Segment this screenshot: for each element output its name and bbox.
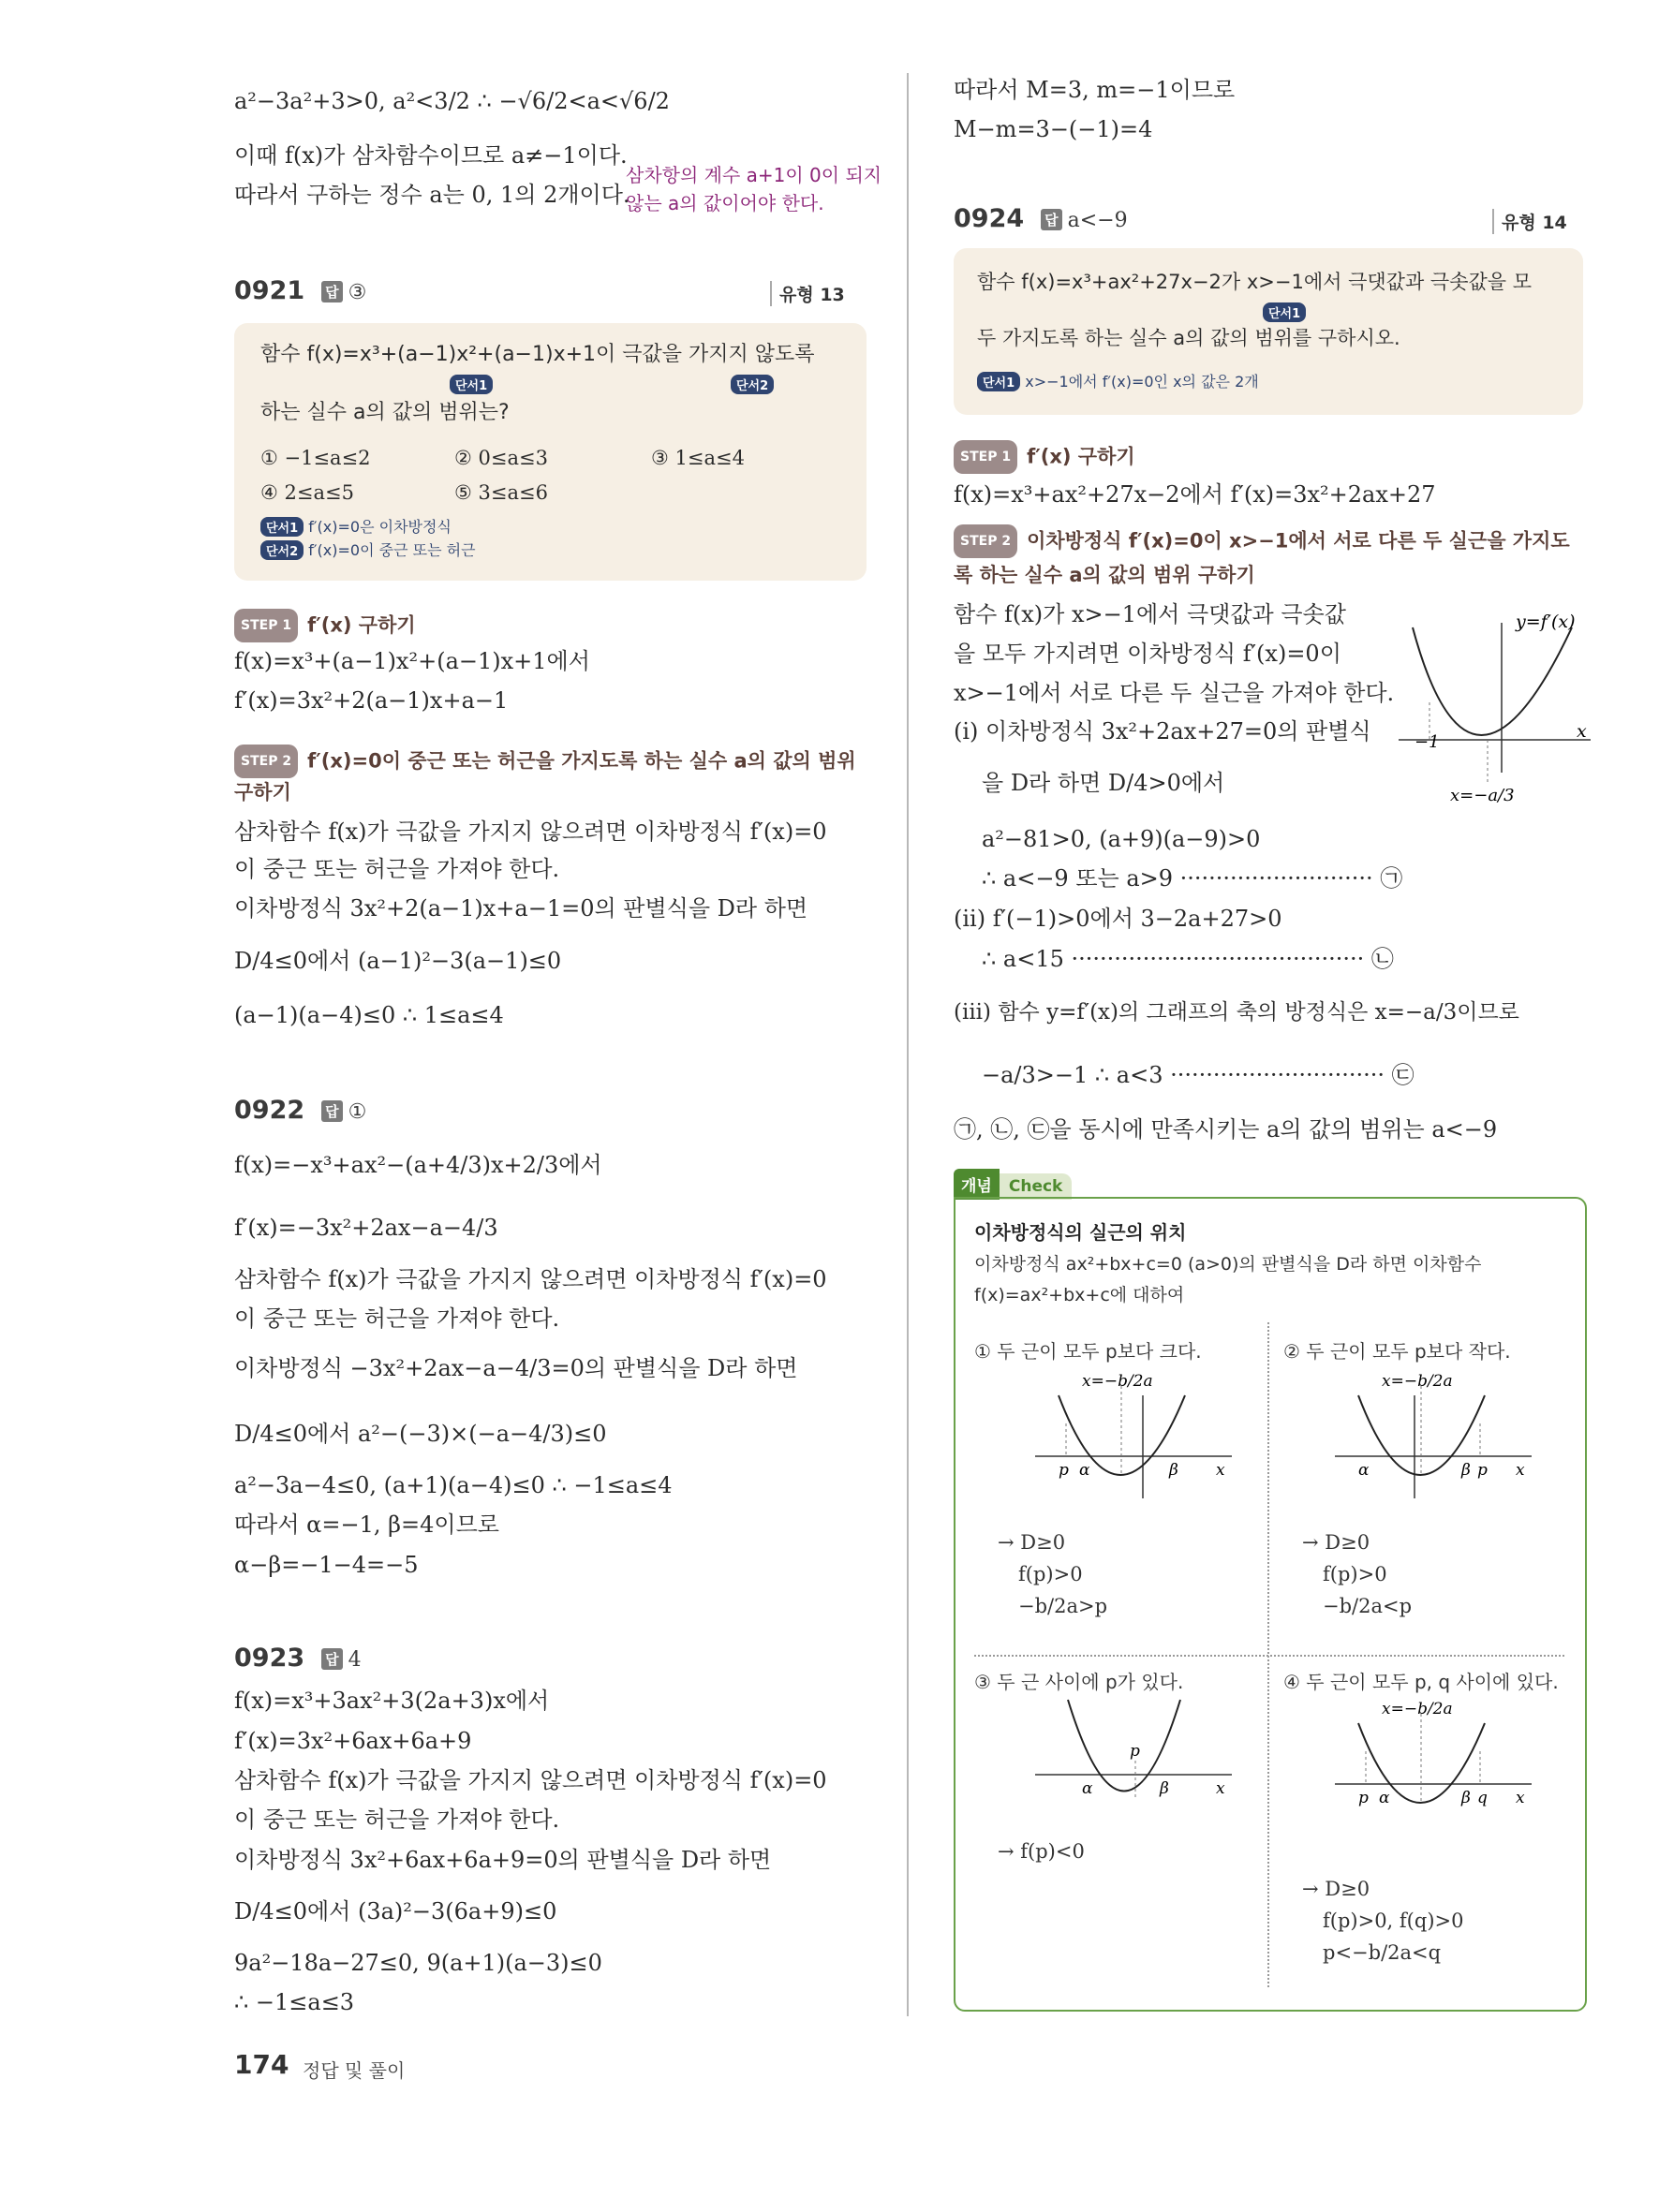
question-line: 함수 f(x)=x³+ax²+27x−2가 x>−1에서 극댓값과 극솟값을 모 xyxy=(977,271,1533,293)
step-title: 록 하는 실수 a의 값의 범위 구하기 xyxy=(954,564,1255,586)
question-box xyxy=(954,248,1583,415)
answer-value: a<−9 xyxy=(1067,209,1128,232)
text-line: 삼차함수 f(x)가 극값을 가지지 않으려면 이차방정식 f′(x)=0 xyxy=(234,1266,827,1292)
step-title: 구하기 xyxy=(234,781,291,804)
condition: → D≥0 xyxy=(998,1531,1066,1554)
text-line: f(x)=x³+(a−1)x²+(a−1)x+1에서 xyxy=(234,648,590,674)
tab-label: Check xyxy=(1000,1173,1073,1200)
problem-type: 유형 13 xyxy=(770,281,845,306)
check-intro: 이차방정식 ax²+bx+c=0 (a>0)의 판별식을 D라 하면 이차함수 xyxy=(974,1254,1482,1275)
choice: ① −1≤a≤2 xyxy=(260,447,371,469)
text-line: 삼차함수 f(x)가 극값을 가지지 않으려면 이차방정식 f′(x)=0 xyxy=(234,1767,827,1793)
parabola-curve xyxy=(1059,1395,1185,1475)
choice: ② 0≤a≤3 xyxy=(454,447,548,469)
text-line: M−m=3−(−1)=4 xyxy=(954,116,1153,142)
text-line: D/4≤0에서 a²−(−3)×(−a−4/3)≤0 xyxy=(234,1421,607,1447)
problem-0922-header xyxy=(234,1096,366,1125)
x-label: x xyxy=(1516,1461,1525,1480)
hint-tag: 단서1 xyxy=(260,517,304,537)
case-title: ④ 두 근이 모두 p, q 사이에 있다. xyxy=(1283,1671,1559,1693)
text-line: 을 D라 하면 D/4>0에서 xyxy=(982,770,1225,796)
case-conditions xyxy=(1302,1873,1463,1969)
text-line: f(x)=x³+3ax²+3(2a+3)x에서 xyxy=(234,1688,550,1714)
concept-check-tab xyxy=(954,1169,1072,1200)
x-label: x xyxy=(1216,1461,1225,1480)
problem-0921-header xyxy=(234,276,366,305)
section-label: 정답 및 풀이 xyxy=(303,2059,406,2082)
step-heading xyxy=(234,609,416,642)
answer-badge: 답 xyxy=(321,281,343,302)
hint-tag: 단서1 xyxy=(1263,302,1306,322)
hint-text: f′(x)=0은 이차방정식 xyxy=(308,518,452,536)
column-divider xyxy=(907,73,909,2016)
text-line: (a−1)(a−4)≤0 ∴ 1≤a≤4 xyxy=(234,1002,504,1028)
side-note-line: 않는 a의 값이어야 한다. xyxy=(626,192,824,214)
step-badge: STEP 2 xyxy=(954,524,1017,558)
text-line: a²−81>0, (a+9)(a−9)>0 xyxy=(982,826,1261,852)
text-line: (ii) f′(−1)>0에서 3−2a+27>0 xyxy=(954,906,1282,932)
text-line: 이차방정식 3x²+6ax+6a+9=0의 판별식을 D라 하면 xyxy=(234,1847,772,1873)
problem-0924-header xyxy=(954,204,1128,233)
condition: f(p)>0 xyxy=(1323,1563,1387,1585)
text-line: 9a²−18a−27≤0, 9(a+1)(a−3)≤0 xyxy=(234,1950,602,1976)
text-line: 이때 f(x)가 삼차함수이므로 a≠−1이다. xyxy=(234,142,628,169)
alpha-label: α xyxy=(1079,1461,1090,1480)
condition: p<−b/2a<q xyxy=(1323,1941,1442,1964)
text-line: 따라서 구하는 정수 a는 0, 1의 2개이다. xyxy=(234,182,630,208)
problem-number: 0924 xyxy=(954,204,1025,233)
problem-number: 0921 xyxy=(234,276,305,305)
divider xyxy=(974,1655,1564,1657)
condition: −b/2a<p xyxy=(1323,1595,1413,1617)
tick-label: −1 xyxy=(1415,732,1440,752)
step-title: f′(x) 구하기 xyxy=(1027,445,1135,468)
problem-type: 유형 14 xyxy=(1492,209,1567,234)
case-title: ① 두 근이 모두 p보다 크다. xyxy=(974,1340,1202,1363)
text-line: 이 중근 또는 허근을 가져야 한다. xyxy=(234,856,560,882)
condition: −b/2a>p xyxy=(1018,1595,1108,1617)
beta-label: β xyxy=(1461,1461,1471,1480)
parabola-graph xyxy=(1394,599,1595,833)
case-conditions xyxy=(998,1836,1085,1867)
p-label: p xyxy=(1477,1461,1488,1480)
p-label: p xyxy=(1358,1789,1369,1807)
step-heading xyxy=(954,440,1135,474)
concept-check-box xyxy=(954,1197,1587,2012)
q-label: q xyxy=(1477,1789,1488,1807)
text-line: f′(x)=3x²+6ax+6a+9 xyxy=(234,1728,472,1754)
side-note-line: 삼차항의 계수 a+1이 0이 되지 xyxy=(626,164,882,186)
text-line: 따라서 α=−1, β=4이므로 xyxy=(234,1512,499,1538)
step-badge: STEP 1 xyxy=(234,609,298,642)
page-number: 174 xyxy=(234,2049,289,2080)
beta-label: β xyxy=(1169,1461,1178,1480)
problem-0923-header xyxy=(234,1644,362,1673)
alpha-label: α xyxy=(1082,1779,1093,1798)
beta-label: β xyxy=(1461,1789,1471,1807)
condition: → D≥0 xyxy=(1302,1878,1370,1900)
choice: ③ 1≤a≤4 xyxy=(651,447,745,469)
axis-label: x=−b/2a xyxy=(1382,1372,1453,1391)
hint-tag: 단서2 xyxy=(731,375,774,394)
answer-badge: 답 xyxy=(321,1100,343,1122)
step-title: f′(x) 구하기 xyxy=(307,613,416,637)
x-label: x xyxy=(1577,721,1587,742)
alpha-label: α xyxy=(1379,1789,1390,1807)
case4-graph xyxy=(1330,1695,1541,1836)
text-line: ㉠, ㉡, ㉢을 동시에 만족시키는 a의 값의 범위는 a<−9 xyxy=(954,1116,1498,1143)
case-conditions xyxy=(1302,1526,1412,1622)
text-line: x>−1에서 서로 다른 두 실근을 가져야 한다. xyxy=(954,680,1395,706)
answer-value: ③ xyxy=(348,281,367,304)
axis-label: x=−b/2a xyxy=(1382,1700,1453,1718)
case-title: ③ 두 근 사이에 p가 있다. xyxy=(974,1671,1184,1693)
text-line: 이차방정식 3x²+2(a−1)x+a−1=0의 판별식을 D라 하면 xyxy=(234,895,808,922)
text-line: 이차방정식 −3x²+2ax−a−4/3=0의 판별식을 D라 하면 xyxy=(234,1355,798,1381)
case-title: ② 두 근이 모두 p보다 작다. xyxy=(1283,1340,1511,1363)
case-conditions xyxy=(998,1526,1107,1622)
text-line: a²−3a−4≤0, (a+1)(a−4)≤0 ∴ −1≤a≤4 xyxy=(234,1472,673,1498)
condition: → D≥0 xyxy=(1302,1531,1370,1554)
tab-label: 개념 xyxy=(954,1169,1000,1200)
step-badge: STEP 2 xyxy=(234,745,298,778)
text-line: (iii) 함수 y=f′(x)의 그래프의 축의 방정식은 x=−a/3이므로 xyxy=(954,1000,1519,1025)
x-label: x xyxy=(1516,1789,1525,1807)
choice: ⑤ 3≤a≤6 xyxy=(454,481,548,504)
text-line: 삼차함수 f(x)가 극값을 가지지 않으려면 이차방정식 f′(x)=0 xyxy=(234,818,827,845)
question-box xyxy=(234,323,867,581)
hint-text: f′(x)=0이 중근 또는 허근 xyxy=(308,541,476,559)
check-intro: f(x)=ax²+bx+c에 대하여 xyxy=(974,1285,1185,1305)
hint-text: x>−1에서 f′(x)=0인 x의 값은 2개 xyxy=(1025,373,1259,391)
answer-badge: 답 xyxy=(1041,209,1062,230)
case2-graph xyxy=(1330,1367,1541,1508)
answer-value: ① xyxy=(348,1100,367,1124)
text-line: D/4≤0에서 (a−1)²−3(a−1)≤0 xyxy=(234,948,562,974)
parabola-curve xyxy=(1068,1700,1180,1792)
axis-label: x=−a/3 xyxy=(1450,786,1515,805)
text-line: 함수 f(x)가 x>−1에서 극댓값과 극솟값 xyxy=(954,601,1346,627)
hint-line xyxy=(260,515,452,537)
alpha-label: α xyxy=(1358,1461,1370,1480)
text-line: 이 중근 또는 허근을 가져야 한다. xyxy=(234,1305,560,1332)
hint-tag: 단서2 xyxy=(260,540,304,560)
axis-label: x=−b/2a xyxy=(1082,1372,1153,1391)
question-line: 두 가지도록 하는 실수 a의 값의 범위를 구하시오. xyxy=(977,327,1400,349)
answer-value: 4 xyxy=(348,1648,362,1672)
hint-line xyxy=(260,538,476,560)
text-line: D/4≤0에서 (3a)²−3(6a+9)≤0 xyxy=(234,1898,557,1924)
text-line: f′(x)=−3x²+2ax−a−4/3 xyxy=(234,1215,498,1241)
text-line: ∴ −1≤a≤3 xyxy=(234,1989,355,2015)
condition: → f(p)<0 xyxy=(998,1840,1085,1863)
p-label: p xyxy=(1059,1461,1069,1480)
text-line: −a/3>−1 ∴ a<3 ······························ ㉢ xyxy=(982,1062,1415,1088)
hint-tag: 단서1 xyxy=(977,372,1020,391)
condition: f(p)>0 xyxy=(1018,1563,1083,1585)
condition: f(p)>0, f(q)>0 xyxy=(1323,1910,1464,1932)
step-heading xyxy=(954,524,1570,558)
text-line: f′(x)=3x²+2(a−1)x+a−1 xyxy=(234,687,509,714)
choice: ④ 2≤a≤5 xyxy=(260,481,354,504)
text-line: 을 모두 가지려면 이차방정식 f′(x)=0이 xyxy=(954,641,1341,667)
side-note xyxy=(626,161,881,217)
hint-tag: 단서1 xyxy=(450,375,493,394)
problem-number: 0923 xyxy=(234,1644,305,1673)
case3-graph xyxy=(1030,1695,1241,1826)
hint-line xyxy=(977,370,1259,391)
text-line: ∴ a<−9 또는 a>9 ··························· ㉠ xyxy=(982,865,1403,892)
text-line: f(x)=−x³+ax²−(a+4/3)x+2/3에서 xyxy=(234,1152,602,1178)
step-title: f′(x)=0이 중근 또는 허근을 가지도록 하는 실수 a의 값의 범위 xyxy=(307,749,856,773)
text-line: (i) 이차방정식 3x²+2ax+27=0의 판별식 xyxy=(954,718,1371,745)
beta-label: β xyxy=(1160,1779,1169,1798)
text-line: 이 중근 또는 허근을 가져야 한다. xyxy=(234,1806,560,1833)
text-line: f(x)=x³+ax²+27x−2에서 f′(x)=3x²+2ax+27 xyxy=(954,481,1436,508)
text-line: a²−3a²+3>0, a²<3/2 ∴ −√6/2<a<√6/2 xyxy=(234,88,670,114)
case1-graph xyxy=(1030,1367,1241,1508)
question-line: 함수 f(x)=x³+(a−1)x²+(a−1)x+1이 극값을 가지지 않도록 xyxy=(260,343,815,366)
answer-badge: 답 xyxy=(321,1648,343,1670)
step-badge: STEP 1 xyxy=(954,440,1017,474)
text-line: ∴ a<15 ········································· ㉡ xyxy=(982,946,1394,972)
curve-label: y=f′(x) xyxy=(1516,612,1576,632)
x-label: x xyxy=(1216,1779,1225,1798)
text-line: 따라서 M=3, m=−1이므로 xyxy=(954,77,1236,103)
problem-number: 0922 xyxy=(234,1096,305,1125)
question-line: 하는 실수 a의 값의 범위는? xyxy=(260,401,510,424)
parabola-curve xyxy=(1413,627,1572,735)
step-heading xyxy=(234,745,856,778)
text-line: α−β=−1−4=−5 xyxy=(234,1552,419,1578)
check-title: 이차방정식의 실근의 위치 xyxy=(974,1221,1187,1244)
step-title: 이차방정식 f′(x)=0이 x>−1에서 서로 다른 두 실근을 가지도 xyxy=(1027,529,1570,553)
p-label: p xyxy=(1130,1742,1140,1761)
